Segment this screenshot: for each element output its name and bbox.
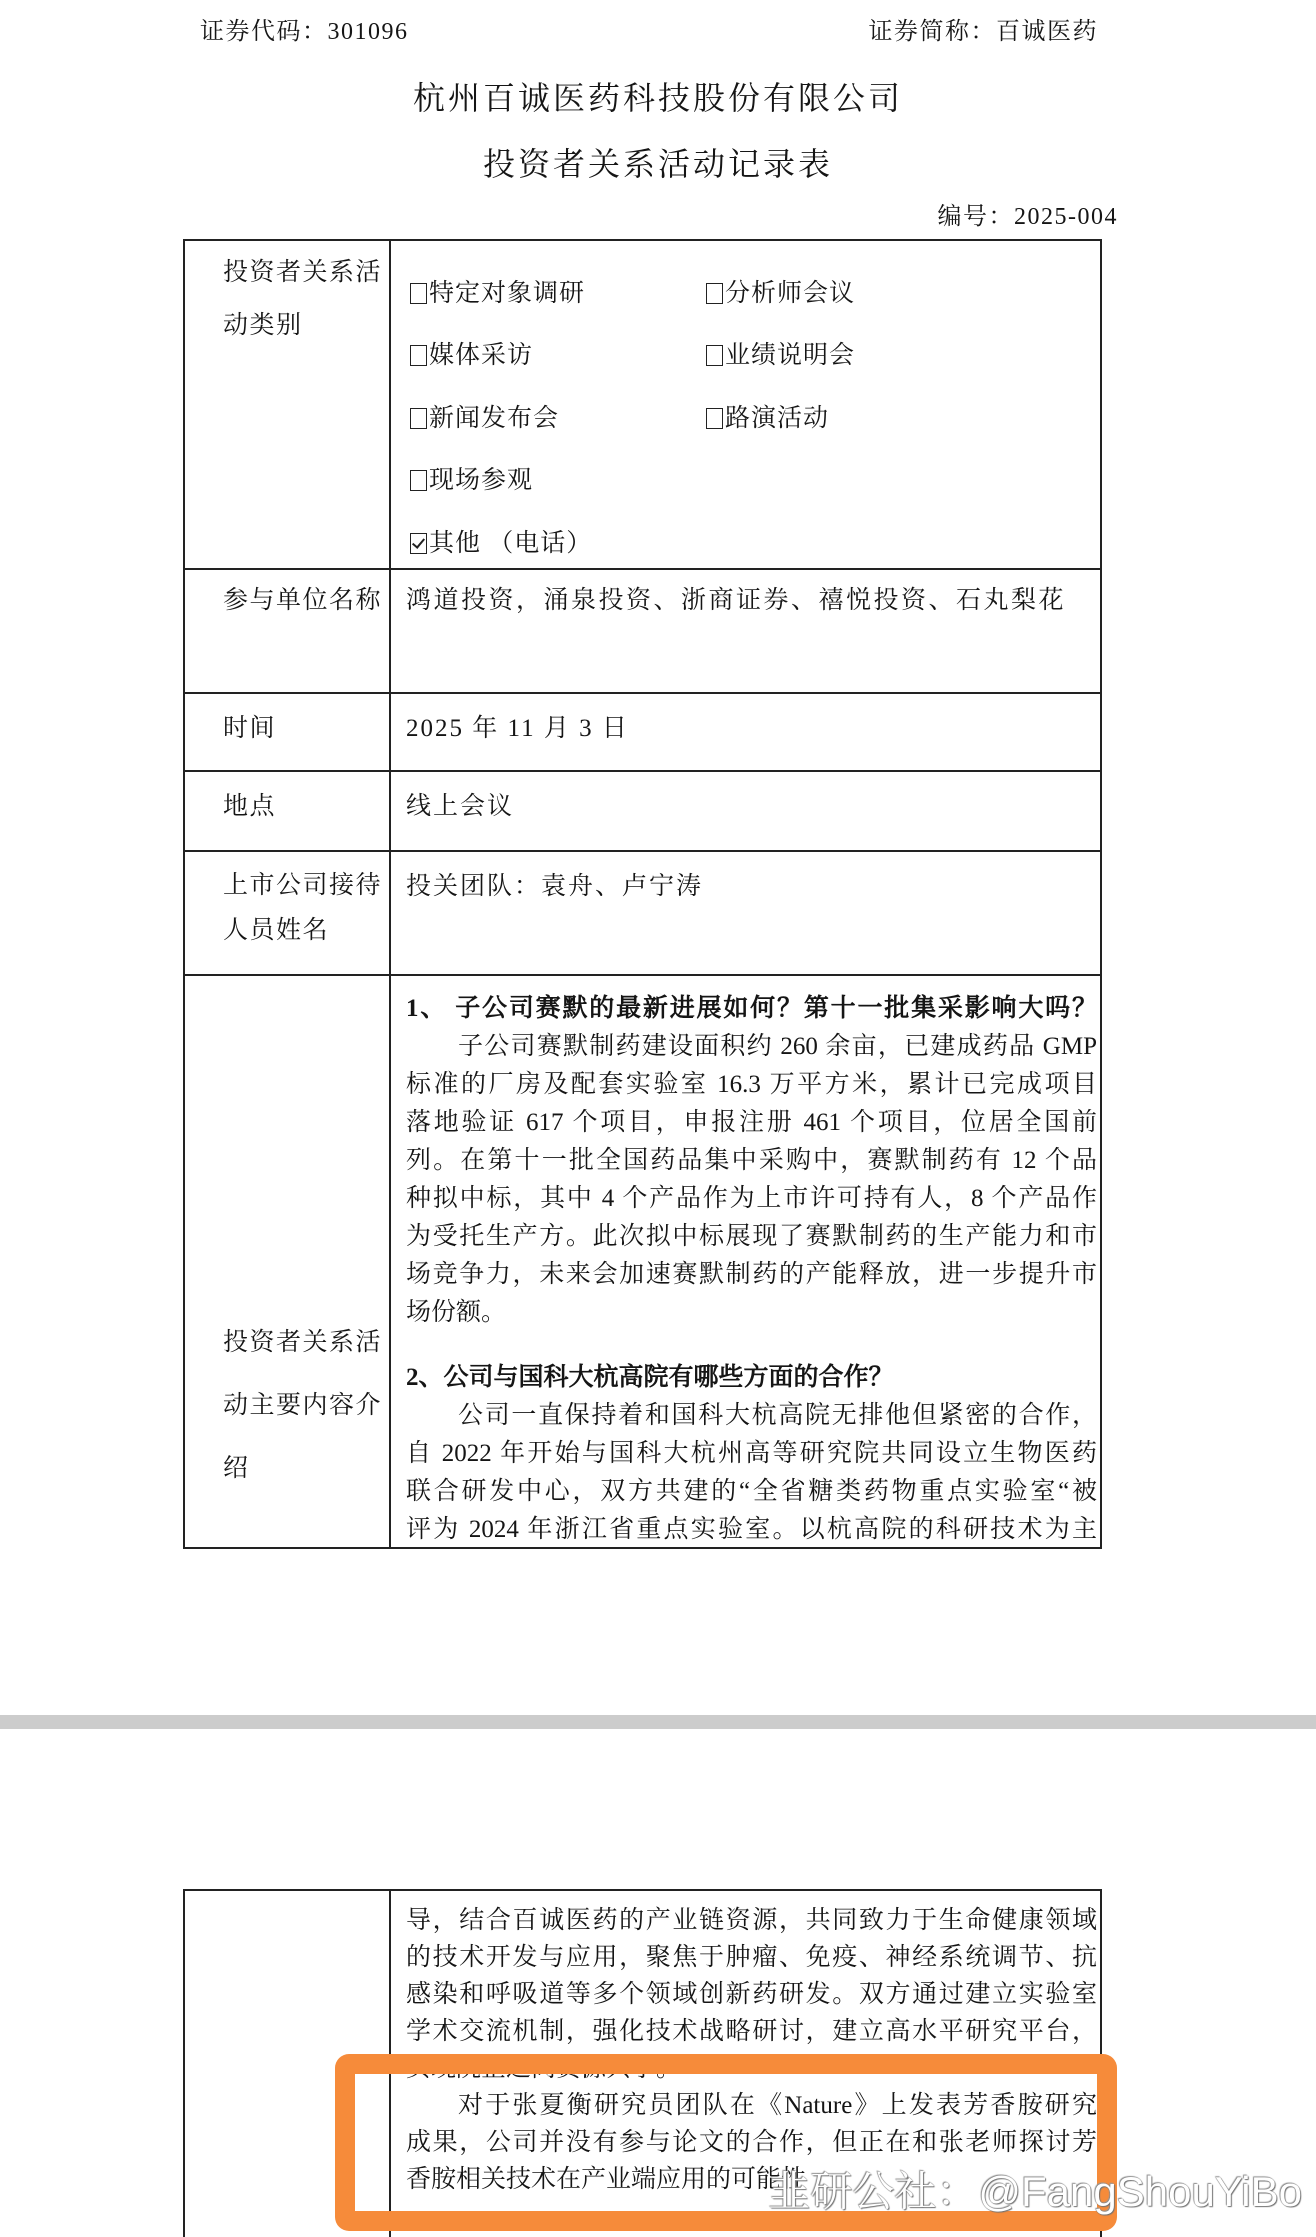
document-title: 投资者关系活动记录表 xyxy=(482,146,833,182)
time-label: 时间 xyxy=(223,715,277,742)
row-divider xyxy=(183,974,1102,976)
main-content-label: 投资者关系活动主要内容介绍 xyxy=(223,1329,383,1482)
option-label: 分析师会议 xyxy=(725,280,856,307)
answer-line: 公司一直保持着和国科大杭高院无排他但紧密的合作， xyxy=(458,1402,1097,1429)
answer-line: 联合研发中心，双方共建的“全省糖类药物重点实验室“被 xyxy=(406,1478,1097,1505)
watermark: 韭研公社：@FangShouYiBo xyxy=(768,2168,1302,2215)
time-value: 2025 年 11 月 3 日 xyxy=(406,715,629,742)
receptionists-value: 投关团队：袁舟、卢宁涛 xyxy=(406,873,704,900)
checkbox-icon[interactable] xyxy=(410,283,427,304)
answer-line: 子公司赛默制药建设面积约 260 余亩，已建成药品 GMP xyxy=(458,1033,1097,1060)
participants-value: 鸿道投资，涌泉投资、浙商证券、禧悦投资、石丸梨花 xyxy=(406,587,1067,614)
receptionists-label: 上市公司接待人员姓名 xyxy=(223,872,383,944)
option-site-visit[interactable] xyxy=(410,466,533,496)
row-divider xyxy=(183,850,1102,852)
answer-line: 自 2022 年开始与国科大杭州高等研究院共同设立生物医药 xyxy=(406,1440,1097,1467)
option-roadshow[interactable] xyxy=(706,404,829,434)
main-content-block-2 xyxy=(406,1359,1097,1549)
answer-line: 列。在第十一批全国药品集中采购中，赛默制药有 12 个品 xyxy=(406,1147,1097,1174)
answer-line: 评为 2024 年浙江省重点实验室。以杭高院的科研技术为主 xyxy=(406,1516,1097,1543)
answer-line: 为受托生产方。此次拟中标展现了赛默制药的生产能力和市 xyxy=(406,1223,1097,1250)
question-heading: 1、 子公司赛默的最新进展如何？第十一批集采影响大吗？ xyxy=(406,995,1097,1022)
option-label: 其他 （电话） xyxy=(429,530,593,557)
answer-line: 的技术开发与应用，聚焦于肿瘤、免疫、神经系统调节、抗 xyxy=(406,1944,1097,1971)
checkbox-checked-icon[interactable] xyxy=(410,533,427,554)
stock-abbreviation: 证券简称：百诚医药 xyxy=(868,19,1098,45)
option-media-interview[interactable] xyxy=(410,341,533,371)
option-label: 媒体采访 xyxy=(429,342,534,369)
checkbox-icon[interactable] xyxy=(410,345,427,366)
answer-line: 场竞争力，未来会加速赛默制药的产能释放，进一步提升市 xyxy=(406,1261,1097,1288)
option-label: 业绩说明会 xyxy=(725,342,856,369)
question-heading: 2、公司与国科大杭高院有哪些方面的合作？ xyxy=(406,1364,894,1391)
option-label: 特定对象调研 xyxy=(429,280,586,307)
answer-line: 学术交流机制，强化技术战略研讨，建立高水平研究平台， xyxy=(406,2018,1097,2045)
answer-line: 对于张夏衡研究员团队在《Nature》上发表芳香胺研究 xyxy=(458,2092,1097,2119)
answer-line: 香胺相关技术在产业端应用的可能性 xyxy=(406,2166,807,2193)
checkbox-icon[interactable] xyxy=(706,408,723,429)
participants-label: 参与单位名称 xyxy=(223,587,383,614)
stock-code: 证券代码：301096 xyxy=(200,19,409,45)
location-value: 线上会议 xyxy=(406,793,515,820)
row-divider xyxy=(183,770,1102,772)
option-label: 新闻发布会 xyxy=(429,405,560,432)
serial-number: 编号：2025-004 xyxy=(937,204,1118,230)
answer-line: 落地验证 617 个项目，申报注册 461 个项目，位居全国前 xyxy=(406,1109,1097,1136)
checkbox-icon[interactable] xyxy=(706,283,723,304)
checkbox-icon[interactable] xyxy=(410,470,427,491)
checkbox-icon[interactable] xyxy=(410,408,427,429)
answer-line: 成果，公司并没有参与论文的合作，但正在和张老师探讨芳 xyxy=(406,2129,1097,2156)
location-label: 地点 xyxy=(223,793,277,820)
option-label: 现场参观 xyxy=(429,467,534,494)
option-specific-research[interactable] xyxy=(410,279,585,309)
page-break xyxy=(0,1715,1316,1729)
answer-line: 标准的厂房及配套实验室 16.3 万平方米，累计已完成项目 xyxy=(406,1071,1097,1098)
activity-type-label: 投资者关系活动类别 xyxy=(223,259,383,339)
option-other[interactable] xyxy=(410,529,592,559)
option-label: 路演活动 xyxy=(725,405,830,432)
answer-line: 感染和呼吸道等多个领域创新药研发。双方通过建立实验室 xyxy=(406,1981,1097,2008)
answer-line: 导，结合百诚医药的产业链资源，共同致力于生命健康领域 xyxy=(406,1907,1097,1934)
main-content-block-1 xyxy=(406,990,1097,1332)
row-divider xyxy=(183,692,1102,694)
company-title: 杭州百诚医药科技股份有限公司 xyxy=(412,80,903,116)
answer-line: 实现院企之间资源共享。 xyxy=(406,2055,682,2082)
checkbox-icon[interactable] xyxy=(706,345,723,366)
row-divider xyxy=(183,568,1102,570)
option-press-conference[interactable] xyxy=(410,404,559,434)
answer-line: 场份额。 xyxy=(406,1299,507,1326)
answer-line: 种拟中标，其中 4 个产品作为上市许可持有人，8 个产品作 xyxy=(406,1185,1097,1212)
option-earnings-call[interactable] xyxy=(706,341,855,371)
option-analyst-meeting[interactable] xyxy=(706,279,855,309)
